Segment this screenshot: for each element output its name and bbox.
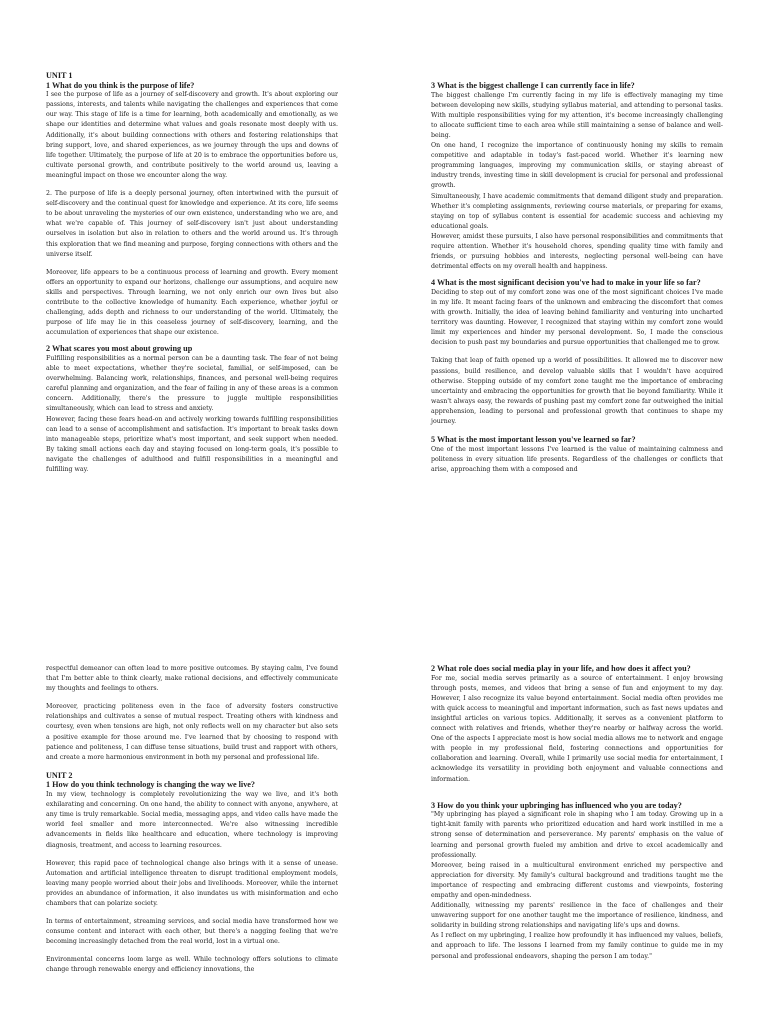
question-1-2: 2 What scares you most about growing up: [46, 344, 193, 354]
question-2-2: 2 What role does social media play in your life, and how does it affect you?: [431, 664, 691, 673]
question-1-5: 5 What is the most important lesson you've learned so far?: [431, 435, 636, 445]
page-2-column-right: [431, 664, 723, 962]
answer-paragraph: I see the purpose of life as a journey of self-discovery and growth. It's about exploring our passions, interests, and talents while navigating the challenges and experiences that come our way. This stage of life is a time for learning, both academically and emotionally, as we shape our identities and determine what values and goals resonate most deeply with us. Additionally, it's about building connections with others and fostering relationships that bring support, love, and shared experiences, as we journey through the ups and downs of life together. Ultimately, the purpose of life at 20 is to embrace the opportunities before us, cultivate personal growth, and contribute positively to the world around us, leaving a meaningful impact on those we encounter along the way.: [46, 91, 338, 179]
answer-paragraph: Moreover, life appears to be a continuous process of learning and growth. Every moment offers an opportunity to expand our horizons, challenge our assumptions, and acquire new skills and perspectives. Through learning, we not only enrich our own lives but also contribute to the collective knowledge of humanity. Each experience, whether joyful or challenging, adds depth and richness to our understanding of the world. Ultimately, the purpose of life may lie in this ceaseless journey of self-discovery, learning, and the accumulation of experiences that shape our existence.: [46, 268, 338, 337]
page-1-column-left: [46, 71, 338, 475]
answer-paragraph: respectful demeanor can often lead to more positive outcomes. By staying calm, I've found that I'm better able to think clearly, make rational decisions, and effectively communicate my thoughts and feelings to others.: [46, 665, 338, 693]
answer-paragraph: As I reflect on my upbringing, I realize how profoundly it has influenced my values, beliefs, and approach to life. The lessons I learned from my family continue to guide me in my personal and professional endeavors, shaping the person I am today.": [431, 932, 723, 960]
answer-paragraph: Additionally, witnessing my parents' resilience in the face of challenges and their unwavering support for one another taught me the importance of resilience, kindness, and solidarity in building strong relationships and navigating life's ups and downs.: [431, 902, 723, 930]
answer-paragraph: "My upbringing has played a significant role in shaping who I am today. Growing up in a tight-knit family with parents who prioritized education and hard work instilled in me a strong sense of determination and perseverance. My parents' emphasis on the value of learning and personal growth fueled my ambition and drive to excel academically and professionally.: [431, 811, 723, 859]
answer-paragraph: Taking that leap of faith opened up a world of possibilities. It allowed me to discover new passions, build resilience, and develop valuable skills that I wouldn't have acquired otherwise. Stepping outside of my comfort zone taught me the importance of embracing uncertainty and embracing the opportunities for growth that lie beyond familiarity. While it wasn't always easy, the rewards of pushing past my comfort zone far outweighed the initial apprehension, leading to personal and professional growth that continues to shape my journey.: [431, 357, 723, 425]
answer-paragraph: However, facing these fears head-on and actively working towards fulfilling responsibilities can lead to a sense of accomplishment and satisfaction. It's important to break tasks down into manageable steps, prioritize what's most important, and seek support when needed. By taking small actions each day and staying focused on long-term goals, it's possible to navigate the challenges of adulthood and fulfill responsibilities in a meaningful and fulfilling way.: [46, 415, 338, 473]
answer-paragraph: One of the most important lessons I've learned is the value of maintaining calmness and politeness in every situation life presents. Regardless of the challenges or conflicts that arise, approaching them with a composed and: [431, 445, 723, 473]
answer-paragraph: In terms of entertainment, streaming services, and social media have transformed how we consume content and interact with each other, but there's a nagging feeling that we're becoming increasingly detached from the real world, lost in a virtual one.: [46, 918, 338, 946]
answer-paragraph: However, this rapid pace of technological change also brings with it a sense of unease. Automation and artificial intelligence threaten to disrupt traditional employment models, leaving many people worried about their jobs and livelihoods. Moreover, while the internet provides an abundance of information, it also inundates us with misinformation and echo chambers that can polarize society.: [46, 859, 338, 907]
question-2-1: 1 How do you think technology is changing the way we live?: [46, 780, 256, 790]
answer-paragraph: Environmental concerns loom large as well. While technology offers solutions to climate change through renewable energy and efficiency innovations, the: [46, 956, 338, 974]
answer-paragraph: In my view, technology is completely revolutionizing the way we live, and it's both exhilarating and concerning. On one hand, the ability to connect with anyone, anywhere, at any time is truly remarkable. Social media, messaging apps, and video calls have made the world feel smaller and more interconnected. We're also witnessing incredible advancements in fields like healthcare and education, where technology is improving diagnosis, treatment, and access to learning resources.: [46, 791, 338, 849]
answer-paragraph: However, amidst these pursuits, I also have personal responsibilities and commitments that require attention. Whether it's household chores, spending quality time with family and friends, or pursuing hobbies and interests, neglecting personal well-being can have detrimental effects on my overall health and happiness.: [431, 232, 723, 271]
unit-1-heading: UNIT 1: [46, 71, 73, 80]
answer-paragraph: 2. The purpose of life is a deeply personal journey, often intertwined with the pursuit of self-discovery and the continual quest for knowledge and experience. At its core, life seems to be about unraveling the mysteries of our own existence, understanding who we are, and what we're capable of. This journey of self-discovery isn't just about understanding ourselves in isolation but also in relation to others and the world around us. It's through this exploration that we find meaning and purpose, forging connections with others and the universe itself.: [46, 190, 338, 258]
answer-paragraph: Moreover, practicing politeness even in the face of adversity fosters constructive relationships and cultivates a sense of mutual respect. Treating others with kindness and courtesy, even when tensions are high, not only reflects well on my character but also sets a positive example for those around me. I've learned that by choosing to respond with patience and politeness, I can diffuse tense situations, build trust and rapport with others, and create a more harmonious environment in both my personal and professional life.: [46, 703, 338, 761]
unit-2-heading: UNIT 2: [46, 770, 73, 780]
answer-paragraph: On one hand, I recognize the importance of continuously honing my skills to remain competitive and adaptable in today's fast-paced world. Whether it's learning new programming languages, improving my communication skills, or staying abreast of industry trends, investing time in skill development is crucial for personal and professional growth.: [431, 142, 723, 190]
page-2-column-left: [46, 664, 338, 976]
answer-paragraph: Deciding to step out of my comfort zone was one of the most significant choices I've made in my life. It meant facing fears of the unknown and embracing the discomfort that comes with growth. Initially, the idea of leaving behind familiarity and venturing into uncharted territory was daunting. However, I recognized that staying within my comfort zone would limit my experiences and hinder my personal development. So, I made the conscious decision to push past my boundaries and pursue opportunities that challenged me to grow.: [431, 288, 723, 347]
answer-paragraph: For me, social media serves primarily as a source of entertainment. I enjoy browsing through posts, memes, and videos that bring a sense of fun and enjoyment to my day. However, I also recognize its value beyond entertainment. Social media often provides me with quick access to meaningful and important information, such as fast news updates and insightful articles on various topics. Additionally, it serves as a convenient platform to connect with relatives and friends, whether they're nearby or halfway across the world. One of the aspects I appreciate most is how social media allows me to network and engage with people in my professional field, fostering connections and opportunities for collaboration and learning. Overall, while I primarily use social media for entertainment, I acknowledge its versatility in providing both enjoyment and valuable connections and information.: [431, 674, 723, 783]
question-1-1: 1 What do you think is the purpose of life?: [46, 80, 195, 90]
answer-paragraph: Fulfilling responsibilities as a normal person can be a daunting task. The fear of not being able to meet expectations, whether they're societal, familial, or self-imposed, can be overwhelming. Balancing work, relationships, finances, and personal well-being requires careful planning and organization, and the fear of failing in any of these areas is a common concern. Additionally, there's the pressure to juggle multiple responsibilities simultaneously, which can lead to stress and anxiety.: [46, 354, 338, 413]
answer-paragraph: Moreover, being raised in a multicultural environment enriched my perspective and appreciation for diversity. My family's cultural background and traditions taught me the importance of respecting and embracing different customs and viewpoints, fostering empathy and open-mindedness.: [431, 861, 723, 899]
question-2-3: 3 How do you think your upbringing has influenced who you are today?: [431, 800, 682, 810]
question-1-3: 3 What is the biggest challenge I can currently face in life?: [431, 81, 635, 90]
answer-paragraph: Simultaneously, I have academic commitments that demand diligent study and preparation. Whether it's completing assignments, reviewing course materials, or preparing for exams, staying on top of syllabus content is essential for academic success and achieving my educational goals.: [431, 192, 723, 230]
answer-paragraph: The biggest challenge I'm currently facing in my life is effectively managing my time between developing new skills, studying syllabus material, and attending to personal tasks. With multiple responsibilities vying for my attention, it's become increasingly challenging to allocate sufficient time to each area while still maintaining a sense of balance and well-being.: [431, 91, 723, 139]
page-1-column-right: [431, 81, 723, 475]
question-1-4: 4 What is the most significant decision you've had to make in your life so far?: [431, 278, 701, 288]
